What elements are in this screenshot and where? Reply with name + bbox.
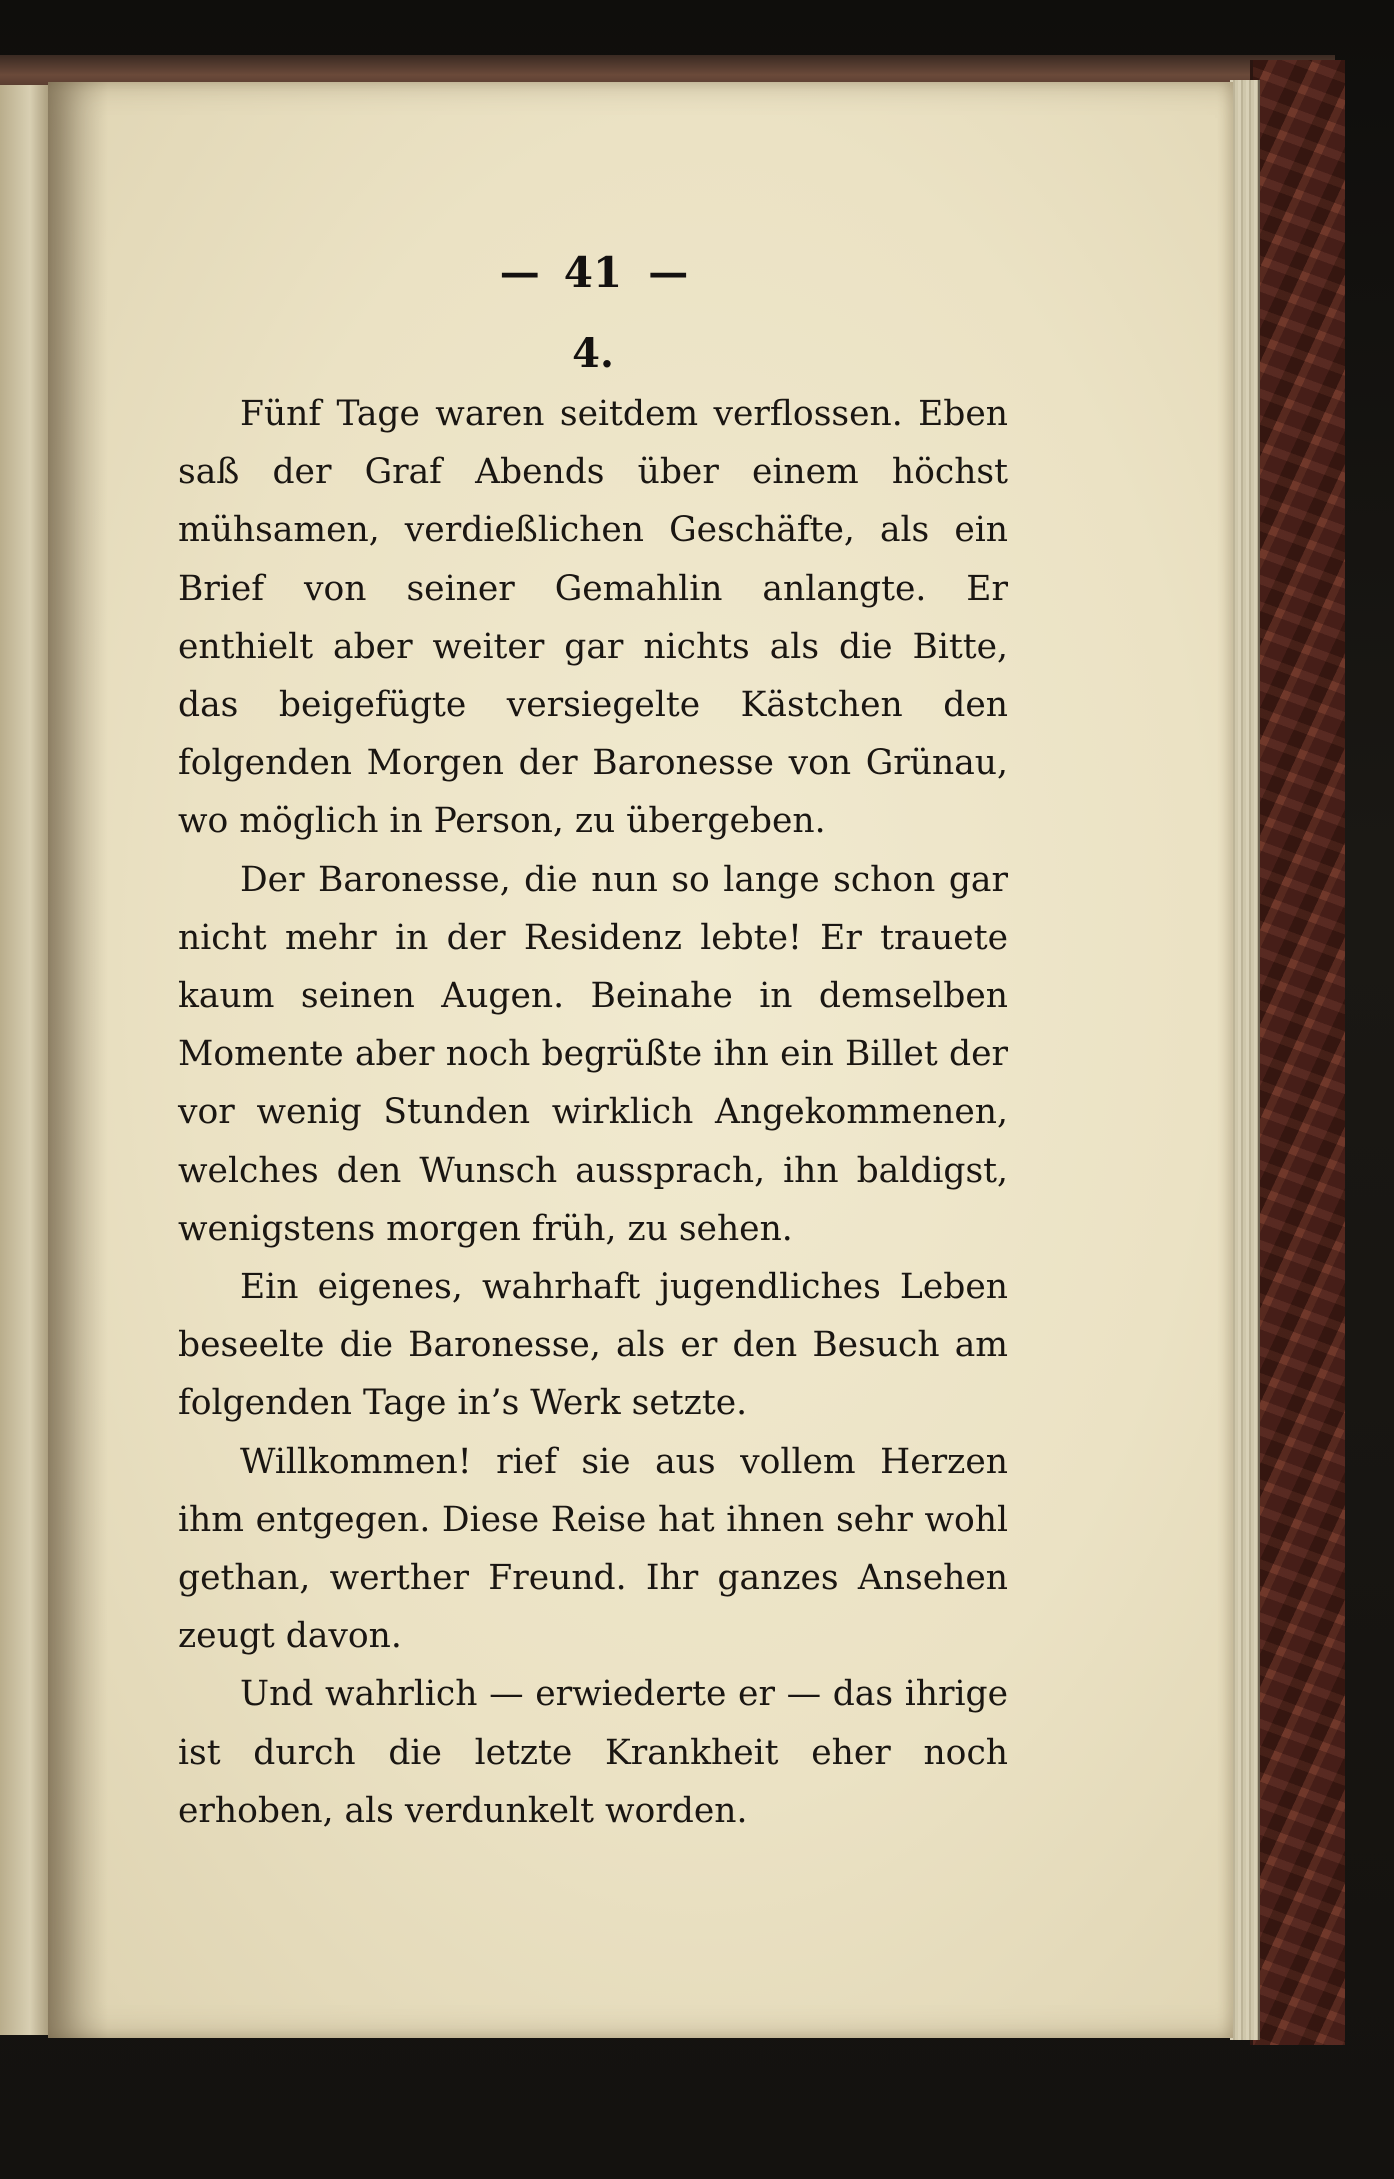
paragraph: Willkommen! rief sie aus vollem Herzen ihm entgegen. Diese Reise hat ihnen sehr wohl gethan, werther Freund. Ihr ganzes Ansehen zeugt davon.: [178, 1441, 1008, 1657]
chapter-number: 4.: [572, 330, 614, 377]
book-cover-marbled: [1250, 60, 1345, 2045]
gutter-shadow: [48, 82, 108, 2038]
header-dash-left: —: [499, 248, 538, 296]
page-header: [178, 242, 1008, 302]
paragraph: Fünf Tage waren seitdem verflossen. Eben saß der Graf Abends über einem höchst mühsamen, verdießlichen Geschäfte, als ein Brief von seiner Gemahlin anlangte. Er enthielt aber weiter gar nichts als die Bitte, das beigefügte versiegelte Kästchen den folgenden Morgen der Baronesse von Grünau, wo möglich in Person, zu übergeben.: [178, 394, 1008, 842]
page-number: 41: [563, 247, 623, 297]
body-text: [178, 385, 1008, 1840]
left-page-sliver: [0, 85, 50, 2035]
paragraph: Und wahrlich — erwiederte er — das ihrige ist durch die letzte Krankheit eher noch erhoben, als verdunkelt worden.: [178, 1674, 1008, 1831]
paragraph: Der Baronesse, die nun so lange schon gar nicht mehr in der Residenz lebte! Er trauete kaum seinen Augen. Beinahe in demselben Momente aber noch begrüßte ihn ein Billet der vor wenig Stunden wirklich Angekommenen, welches den Wunsch aussprach, ihn baldigst, wenigstens morgen früh, zu sehen.: [178, 859, 1008, 1249]
header-dash-right: —: [648, 248, 687, 296]
paragraph: Ein eigenes, wahrhaft jugendliches Leben beseelte die Baronesse, als er den Besuch am folgenden Tage in’s Werk setzte.: [178, 1267, 1008, 1424]
page-edges: [1230, 80, 1260, 2040]
